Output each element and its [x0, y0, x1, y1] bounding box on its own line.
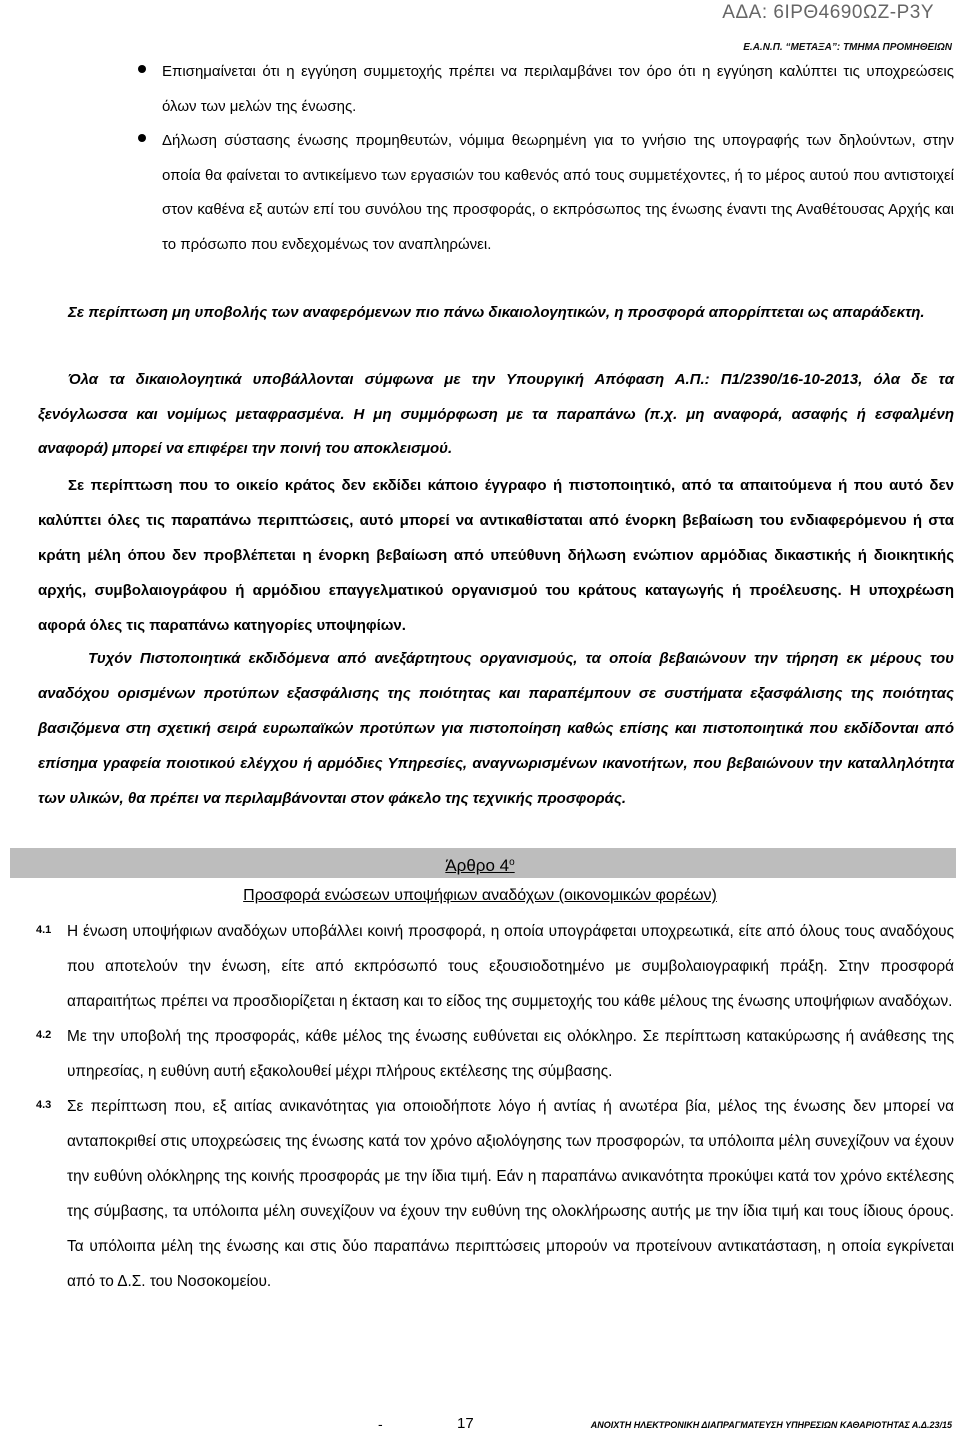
item-number: 4.2: [36, 1029, 52, 1041]
item-text: Σε περίπτωση που, εξ αιτίας ανικανότητας για οποιοδήποτε λόγο ή αντίας ή ανωτέρα βία, μέλος της ένωσης δεν μπορεί να ανταποκριθεί στις υποχρεώσεις της ένωσης κατά τον χρόνο αξιολόγησης των προσφορών, τα υπόλοιπα μέλη συνεχίζουν να έχουν την ευθύνη ολόκληρης της κοινής προσφοράς με την ίδια τιμή. Εάν η παραπάνω ανικανότητα προκύψει κατά τον χρόνο εκτέλεσης της σύμβασης, τα υπόλοιπα μέλη συνεχίζουν να έχουν την ευθύνη της ολοκλήρωσης αυτής με την ίδια τιμή και τους ίδιους όρους. Τα υπόλοιπα μέλη της ένωσης και στις δύο παραπάνω περιπτώσεις μπορούν να προτείνουν αντικατάσταση, η οποία εγκρίνεται από το Δ.Σ. του Νοσοκομείου.: [67, 1098, 954, 1290]
certificates-paragraph: Τυχόν Πιστοποιητικά εκδιδόμενα από ανεξάρτητους οργανισμούς, τα οποία βεβαιώνουν την τήρηση εκ μέρους του αναδόχου ορισμένων προτύπων εξασφάλισης της ποιότητας και παραπέμπουν σε συστήματα εξασφάλισης της ποιότητας βασιζόμενα στη σχετική σειρά ευρωπαϊκών προτύπων για πιστοποίηση καθώς επίσης και πιστοποιητικά που εκδίδονται από επίσημα γραφεία ποιοτικού ελέγχου ή αρμόδιες Υπηρεσίες, αναγνωρισμένων ικανοτήτων, που βεβαιώνουν την καταλληλότητα των υλικών, θα πρέπει να περιλαμβάνονται στον φάκελο της τεχνικής προσφοράς.: [38, 650, 954, 807]
item-number: 4.3: [36, 1099, 52, 1111]
item-text: Η ένωση υποψήφιων αναδόχων υποβάλλει κοινή προσφορά, η οποία υπογράφεται υποχρεωτικά, είτε από όλους τους αναδόχους που αποτελούν την ένωση, είτε από εκπρόσωπό τους εξουσιοδοτημένο με συμβολαιογραφική πράξη. Στην προσφορά απαραιτήτως πρέπει να προσδιορίζεται η έκταση και το είδος της συμμετοχής του κάθε μέλους της ένωσης υποψήφιων αναδόχων.: [67, 923, 954, 1010]
ministerial-paragraph: Όλα τα δικαιολογητικά υποβάλλονται σύμφωνα με την Υπουργική Απόφαση Α.Π.: Π1/2390/16-10-2013, όλα δε τα ξενόγλωσσα και νομίμως μεταφρασμένα. Η μη συμμόρφωση με τα παραπάνω (π.χ. μη αναφορά, ασαφής ή εσφαλμένη αναφορά) μπορεί να επιφέρει την ποινή του αποκλεισμού.: [38, 371, 954, 457]
article-subtitle: Προσφορά ενώσεων υποψήφιων αναδόχων (οικονομικών φορέων): [243, 887, 717, 904]
article-title-sup: ο: [509, 857, 515, 868]
bullet-list: [0, 55, 960, 262]
rejection-paragraph: Σε περίπτωση μη υποβολής των αναφερόμενων πιο πάνω δικαιολογητικών, η προσφορά απορρίπτεται ως απαράδεκτη.: [68, 304, 925, 321]
ada-code: ΑΔΑ: 6ΙΡΘ4690ΩΖ-Ρ3Υ: [722, 2, 934, 23]
home-state-paragraph: Σε περίπτωση που το οικείο κράτος δεν εκδίδει κάποιο έγγραφο ή πιστοποιητικό, από τα απαιτούμενα ή που αυτό δεν καλύπτει όλες τις παραπάνω περιπτώσεις, αυτό μπορεί να αντικαθίσταται από ένορκη βεβαίωση του ενδιαφερόμενου ή στα κράτη μέλη όπου δεν προβλέπεται η ένορκη βεβαίωση από υπεύθυνη δήλωση ενώπιον αρμόδιας δικαστικής ή διοικητικής αρχής, συμβολαιογράφου ή αρμόδιου επαγγελματικού οργανισμού του κράτους καταγωγής ή προέλευσης. Η υποχρέωση αφορά όλες τις παραπάνω κατηγορίες υποψηφίων.: [38, 477, 954, 634]
article-title-text: Άρθρο 4: [445, 856, 510, 875]
bullet-text: Δήλωση σύστασης ένωσης προμηθευτών, νόμιμα θεωρημένη για το γνήσιο της υπογραφής των δηλούντων, στην οποία θα φαίνεται το αντικείμενο των εργασιών του καθενός από τους συμμετέχοντες, ή το μέρος αυτού που αντιστοιχεί στον καθένα εξ αυτών επί του συνόλου της προσφοράς, ο εκπρόσωπος της ένωσης έναντι της Αναθέτουσας Αρχής και το πρόσωπο που ενδεχομένως τον αναπληρώνει.: [162, 132, 954, 253]
article-items: [0, 914, 960, 1299]
footer-dash: -: [378, 1416, 383, 1432]
department-label: Ε.Α.Ν.Π. “ΜΕΤΑΞΑ”: ΤΜΗΜΑ ΠΡΟΜΗΘΕΙΩΝ: [743, 42, 952, 53]
article-item: [0, 914, 960, 1019]
item-text: Με την υποβολή της προσφοράς, κάθε μέλος της ένωσης ευθύνεται εις ολόκληρο. Σε περίπτωση κατακύρωσης ή ανάθεσης της υπηρεσίας, η ευθύνη αυτή εξακολουθεί μέχρι πλήρους εκτέλεσης της σύμβασης.: [67, 1028, 954, 1080]
footer-note: ΑΝΟΙΧΤΗ ΗΛΕΚΤΡΟΝΙΚΗ ΔΙΑΠΡΑΓΜΑΤΕΥΣΗ ΥΠΗΡΕΣΙΩΝ ΚΑΘΑΡΙΟΤΗΤΑΣ Α.Δ.23/15: [590, 1420, 952, 1430]
bullet-text: Επισημαίνεται ότι η εγγύηση συμμετοχής πρέπει να περιλαμβάνει τον όρο ότι η εγγύηση καλύπτει τις υποχρεώσεις όλων των μελών της ένωσης.: [162, 63, 954, 115]
bullet-dot-icon: [138, 65, 146, 73]
page-number: 17: [457, 1415, 474, 1432]
bullet-item: [0, 55, 960, 124]
article-title: [0, 849, 960, 880]
item-number: 4.1: [36, 924, 52, 936]
article-item: [0, 1089, 960, 1299]
bullet-dot-icon: [138, 134, 146, 142]
article-item: [0, 1019, 960, 1089]
bullet-item: [0, 124, 960, 262]
